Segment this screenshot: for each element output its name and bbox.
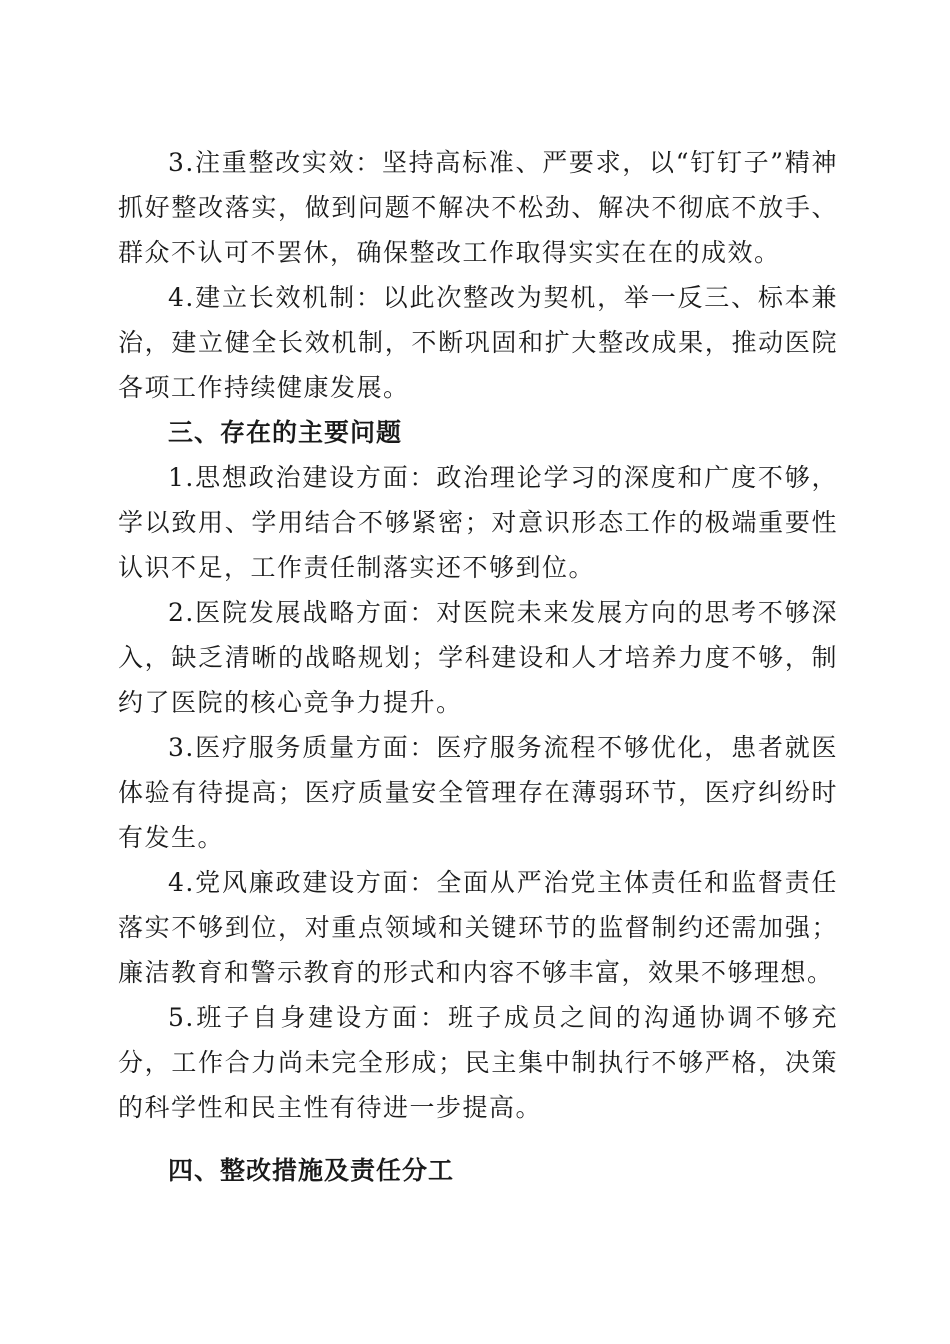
- paragraph-long-term-mechanism: 4.建立长效机制：以此次整改为契机，举一反三、标本兼治，建立健全长效机制，不断巩固和扩大整改成果，推动医院各项工作持续健康发展。: [118, 283, 838, 402]
- paragraph-focus-rectification-results: 3.注重整改实效：坚持高标准、严要求，以“钉钉子”精神抓好整改落实，做到问题不解决不松劲、解决不彻底不放手、群众不认可不罢休，确保整改工作取得实实在在的成效。: [118, 148, 838, 267]
- paragraph-party-integrity: 4.党风廉政建设方面：全面从严治党主体责任和监督责任落实不够到位，对重点领域和关键环节的监督制约还需加强；廉洁教育和警示教育的形式和内容不够丰富，效果不够理想。: [118, 868, 838, 987]
- section-heading-rectification-measures: 四、整改措施及责任分工: [168, 1156, 455, 1185]
- document-page: [118, 140, 838, 1193]
- paragraph-hospital-strategy: 2.医院发展战略方面：对医院未来发展方向的思考不够深入，缺乏清晰的战略规划；学科建设和人才培养力度不够，制约了医院的核心竞争力提升。: [118, 598, 838, 717]
- paragraph-ideological-political: 1.思想政治建设方面：政治理论学习的深度和广度不够，学以致用、学用结合不够紧密；对意识形态工作的极端重要性认识不足，工作责任制落实还不够到位。: [118, 463, 838, 582]
- paragraph-team-building: 5.班子自身建设方面：班子成员之间的沟通协调不够充分，工作合力尚未完全形成；民主集中制执行不够严格，决策的科学性和民主性有待进一步提高。: [118, 1003, 838, 1122]
- section-heading-main-problems: 三、存在的主要问题: [168, 418, 403, 447]
- paragraph-medical-service-quality: 3.医疗服务质量方面：医疗服务流程不够优化，患者就医体验有待提高；医疗质量安全管理存在薄弱环节，医疗纠纷时有发生。: [118, 733, 838, 852]
